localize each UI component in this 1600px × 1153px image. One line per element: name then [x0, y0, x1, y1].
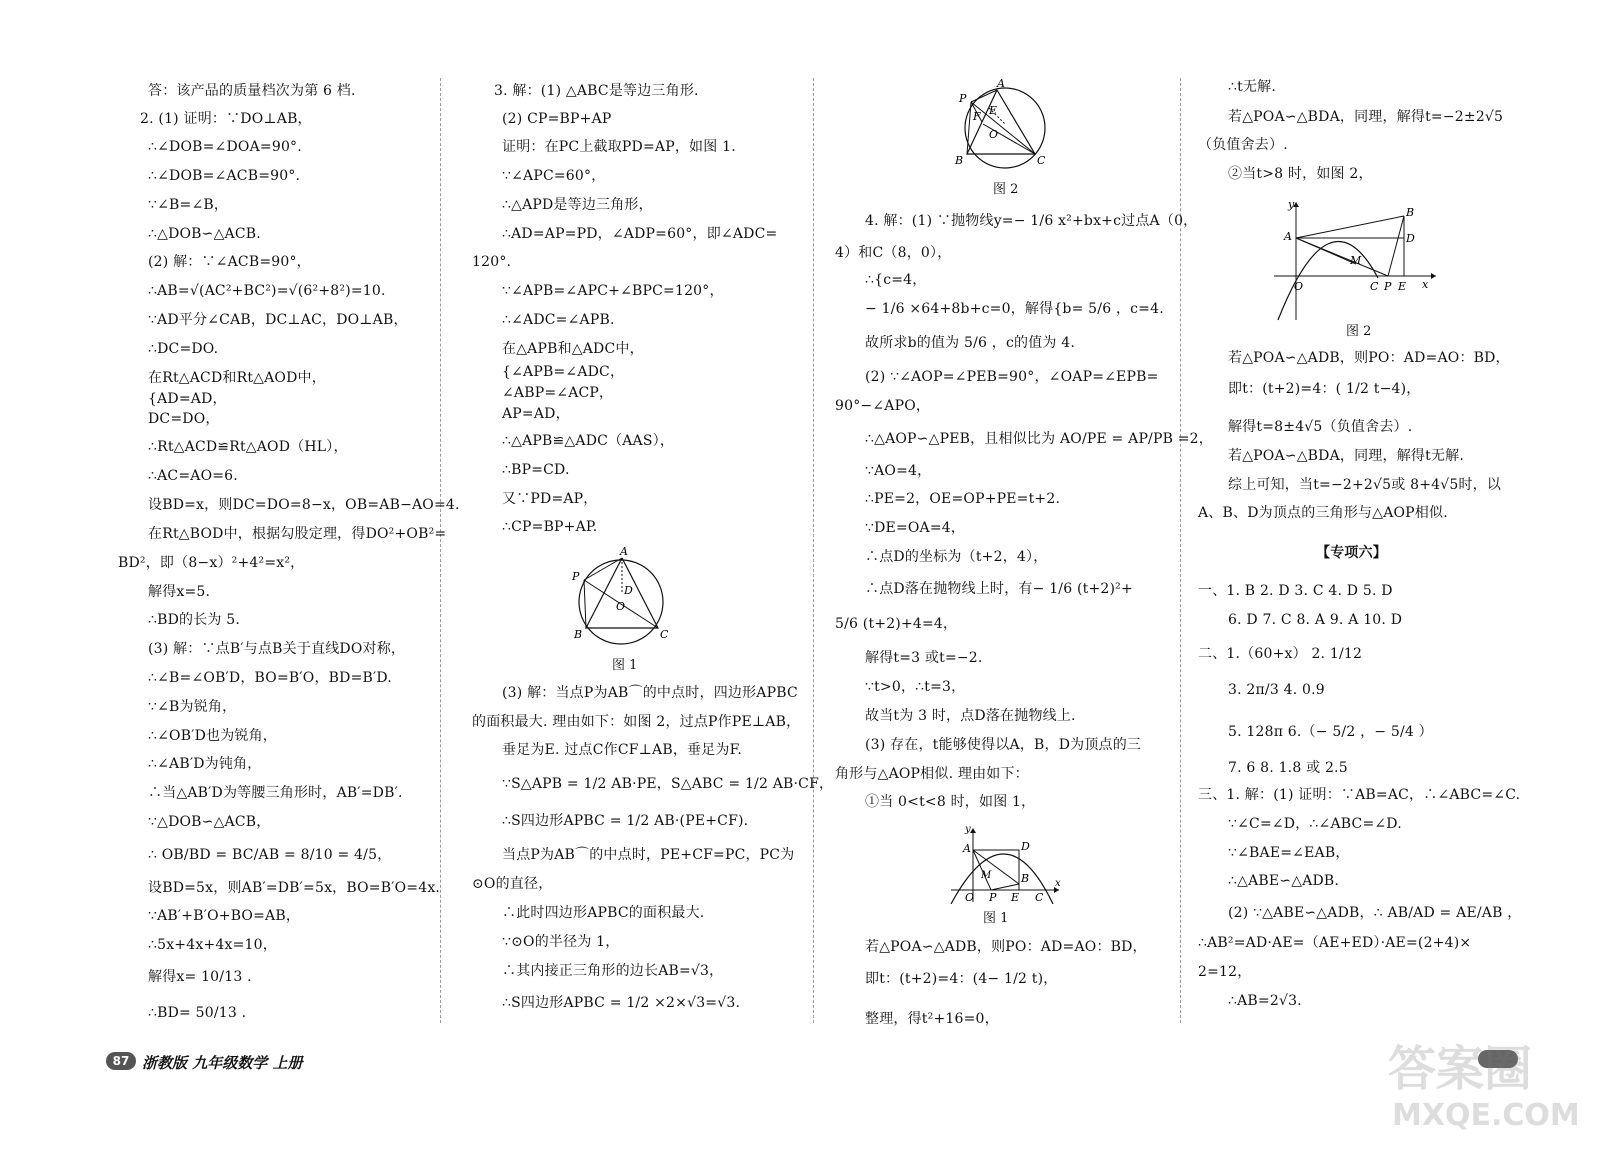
text-line: {∠APB=∠ADC， [502, 364, 625, 380]
text-line: 整理，得t²+16=0， [865, 1011, 999, 1027]
figure-parabola-2 [1270, 198, 1440, 324]
label-d: D [624, 584, 633, 597]
text-line: ∴当△AB′D为等腰三角形时，AB′=DB′. [148, 785, 403, 801]
label-b: B [574, 628, 583, 641]
text-line: ∵∠B=∠B， [148, 197, 229, 213]
label-c: C [1037, 154, 1046, 167]
text-line: ∵∠C=∠D，∴∠ABC=∠D. [1228, 816, 1402, 832]
text-line: ∵AD平分∠CAB，DC⊥AC，DO⊥AB， [148, 312, 408, 328]
text-line: (3) 解：∵点B′与点B关于直线DO对称， [148, 641, 406, 657]
label-c: C [660, 628, 669, 641]
text-line: 4. 解：(1) ∵抛物线y=− 1/6 x²+bx+c过点A（0， [865, 213, 1198, 229]
text-line: ∴{c=4， [865, 272, 927, 288]
text-line: 5. 128π 6.（− 5/2 ，− 5/4 ） [1228, 724, 1433, 740]
label-c: C [1370, 280, 1379, 293]
label-p: P [959, 92, 967, 105]
text-line: 在Rt△BOD中，根据勾股定理，得DO²+OB²= [148, 526, 447, 542]
watermark-url: MXQE.COM [1392, 1098, 1580, 1133]
text-line: 若△POA∽△ADB，则PO：AD=AO：BD， [1228, 350, 1510, 366]
text-line: AP=AD， [502, 406, 570, 422]
text-line: ∴∠OB′D也为锐角， [148, 728, 278, 744]
text-line: 若△POA∽△ADB，则PO：AD=AO：BD， [865, 939, 1147, 955]
label-d: D [1406, 232, 1415, 245]
text-line: ⊙O的直径， [472, 876, 553, 892]
figure-caption: 图 1 [983, 911, 1009, 926]
book-title: 浙教版 九年级数学 上册 [142, 1054, 303, 1072]
text-line: 综上可知，当t=−2+2√5或 8+4√5时，以 [1228, 477, 1502, 493]
text-line: ∴∠DOB=∠DOA=90°. [148, 139, 302, 155]
text-line: 90°−∠APO， [835, 398, 931, 414]
label-e: E [1011, 891, 1020, 904]
text-line: 2. (1) 证明：∵DO⊥AB， [140, 111, 312, 127]
text-line: ∴点D落在抛物线上时，有− 1/6 (t+2)²+ [865, 581, 1133, 597]
label-p: P [1384, 280, 1392, 293]
text-line: 三、1. 解：(1) 证明：∵AB=AC，∴∠ABC=∠C. [1198, 787, 1521, 803]
label-a: A [620, 545, 628, 558]
text-line: 又∵PD=AP， [502, 491, 598, 507]
text-line: ∴Rt△ACD≌Rt△AOD（HL）， [148, 439, 348, 455]
text-line: ∴∠DOB=∠ACB=90°. [148, 168, 301, 184]
text-line: ∴AD=AP=PD，∠ADP=60°，即∠ADC= [502, 226, 778, 242]
text-line: 故当t为 3 时，点D落在抛物线上. [865, 708, 1076, 724]
text-line: ∵S△APB = 1/2 AB·PE，S△ABC = 1/2 AB·CF， [502, 776, 834, 792]
label-a: A [963, 842, 971, 855]
label-o: O [965, 891, 975, 904]
label-c: C [1035, 891, 1044, 904]
text-line: 4）和C（8，0）， [835, 245, 952, 261]
text-line: 120°. [472, 254, 512, 270]
label-p: P [572, 570, 580, 583]
text-line: 即t：(t+2)=4：(4− 1/2 t)， [865, 971, 1058, 987]
text-line: 7. 6 8. 1.8 或 2.5 [1228, 760, 1348, 776]
text-line: 解得x=5. [148, 584, 211, 600]
text-line: 解得x= 10/13 . [148, 969, 252, 985]
text-line: ∵DE=OA=4， [865, 520, 966, 536]
text-line: 在△APB和△ADC中， [502, 341, 644, 357]
text-line: ∴BD的长为 5. [148, 612, 241, 628]
text-line: ∴CP=BP+AP. [502, 519, 598, 535]
text-line: ∵∠APB=∠APC+∠BPC=120°， [502, 283, 724, 299]
text-line: ∴BP=CD. [502, 462, 570, 478]
figure-caption: 图 1 [612, 658, 638, 673]
text-line: 的面积最大. 理由如下：如图 2，过点P作PE⊥AB， [472, 714, 801, 730]
text-line: ∴S四边形APBC = 1/2 ×2×√3=√3. [502, 995, 741, 1011]
figure-circle-pd [566, 544, 676, 654]
text-line: （负值舍去）. [1198, 137, 1288, 153]
text-line: ∴BD= 50/13 . [148, 1005, 247, 1021]
label-x: x [1422, 278, 1429, 291]
text-line: ∴t无解. [1228, 79, 1276, 95]
text-line: 证明：在PC上截取PD=AP，如图 1. [502, 139, 736, 155]
text-line: {AD=AD， [148, 391, 227, 407]
figure-parabola-1 [943, 824, 1063, 904]
text-line: ∴△APB≌△ADC（AAS）， [502, 433, 675, 449]
text-line: (3) 解：当点P为AB⌒的中点时，四边形APBC [502, 685, 798, 701]
text-line: ∴AB²=AD·AE=（AE+ED）·AE=(2+4)× [1198, 935, 1472, 951]
text-line: ∴点D的坐标为（t+2，4）， [865, 549, 1048, 565]
text-line: ∠ABP=∠ACP， [502, 385, 614, 401]
text-line: ∴∠ADC=∠APB. [502, 312, 615, 328]
text-line: 6. D 7. C 8. A 9. A 10. D [1228, 612, 1403, 628]
text-line: ∵∠BAE=∠EAB， [1228, 845, 1350, 861]
text-line: DC=DO， [148, 411, 220, 427]
figure-circle-pfe [953, 78, 1059, 174]
text-line: 答：该产品的质量档次为第 6 档. [148, 83, 356, 99]
text-line: 二、1.（60+x） 2. 1/12 [1198, 646, 1363, 662]
label-b: B [955, 154, 964, 167]
text-line: 解得t=3 或t=−2. [865, 650, 983, 666]
text-line: ∴AB=2√3. [1228, 993, 1302, 1009]
label-m: M [1350, 254, 1362, 267]
watermark-logo: 答案圈 [1388, 1041, 1533, 1097]
text-line: ∴PE=2，OE=OP+PE=t+2. [865, 491, 1061, 507]
text-line: (2) ∵∠AOP=∠PEB=90°，∠OAP=∠EPB= [865, 369, 1159, 385]
label-b: B [1406, 206, 1415, 219]
figure-caption: 图 2 [993, 182, 1019, 197]
text-line: ②当t>8 时，如图 2， [1228, 166, 1373, 182]
text-line: ∵⊙O的半径为 1， [502, 934, 620, 950]
text-line: ∴S四边形APBC = 1/2 AB·(PE+CF). [502, 813, 749, 829]
text-line: 解得t=8±4√5（负值舍去）. [1228, 419, 1413, 435]
text-line: ∵AB′+B′O+BO=AB， [148, 908, 301, 924]
text-line: 当点P为AB⌒的中点时，PE+CF=PC，PC为 [502, 847, 795, 863]
text-line: ∵∠APC=60°， [502, 168, 606, 184]
text-line: 若△POA∽△BDA，同理，解得t无解. [1228, 448, 1464, 464]
text-line: A、B、D为顶点的三角形与△AOP相似. [1198, 505, 1448, 521]
text-line: ∴5x+4x+4x=10， [148, 937, 277, 953]
text-line: ∴∠AB′D为钝角， [148, 756, 262, 772]
label-f: F [973, 110, 981, 123]
label-x: x [1055, 878, 1061, 889]
text-line: ∴此时四边形APBC的面积最大. [502, 905, 705, 921]
page-number: 87 [106, 1052, 136, 1070]
section-heading: 【专项六】 [1316, 545, 1387, 561]
text-line: ∵∠B为锐角， [148, 699, 237, 715]
text-line: ∴△ABE∽△ADB. [1228, 873, 1340, 889]
text-line: ∵AO=4， [865, 463, 932, 479]
text-line: BD²，即（8−x）²+4²=x²， [118, 555, 305, 571]
text-line: (2) ∵△ABE∽△ADB，∴ AB/AD = AE/AB ， [1228, 905, 1522, 921]
text-line: ∴DC=DO. [148, 341, 219, 357]
text-line: ∵t>0，∴t=3， [865, 679, 966, 695]
text-line: ∴△DOB∽△ACB. [148, 226, 261, 242]
text-line: (2) CP=BP+AP [502, 111, 612, 127]
text-line: 3. 2π/3 4. 0.9 [1228, 682, 1325, 698]
text-line: 角形与△AOP相似. 理由如下： [835, 766, 1029, 782]
text-line: 5/6 (t+2)+4=4， [835, 616, 958, 632]
text-line: ∴△AOP∽△PEB，且相似比为 AO/PE = AP/PB =2， [865, 431, 1213, 447]
text-line: ∵△DOB∽△ACB， [148, 814, 271, 830]
label-b: B [1021, 872, 1030, 885]
label-o: O [1294, 280, 1304, 293]
label-m: M [981, 870, 992, 881]
text-line: 在Rt△ACD和Rt△AOD中， [148, 370, 326, 386]
text-line: − 1/6 ×64+8b+c=0，解得{b= 5/6 ，c=4. [865, 301, 1164, 317]
label-o: O [616, 600, 626, 613]
column-divider-1 [440, 78, 441, 1023]
label-d: D [1021, 840, 1030, 853]
text-line: (2) 解：∵∠ACB=90°， [148, 254, 311, 270]
text-line: 2=12， [1198, 964, 1252, 980]
text-line: ∴AC=AO=6. [148, 468, 238, 484]
text-line: ∴其内接正三角形的边长AB=√3， [502, 963, 724, 979]
text-line: 一、1. B 2. D 3. C 4. D 5. D [1198, 583, 1393, 599]
text-line: (3) 存在，t能够使得以A，B，D为顶点的三 [865, 737, 1142, 753]
label-a: A [997, 78, 1005, 90]
label-e: E [989, 104, 998, 117]
text-line: 设BD=x，则DC=DO=8−x，OB=AB−AO=4. [148, 497, 460, 513]
label-p: P [989, 891, 997, 904]
text-line: 设BD=5x，则AB′=DB′=5x，BO=B′O=4x. [148, 880, 441, 896]
text-line: ①当 0<t<8 时，如图 1， [865, 794, 1036, 810]
text-line: 故所求b的值为 5/6 ，c的值为 4. [865, 335, 1076, 351]
text-line: 若△POA∽△BDA，同理，解得t=−2±2√5 [1228, 109, 1504, 125]
column-divider-2 [813, 78, 814, 1023]
text-line: ∴∠B=∠OB′D，BO=B′O，BD=B′D. [148, 670, 392, 686]
text-line: 即t：(t+2)=4：( 1/2 t−4)， [1228, 381, 1421, 397]
label-y: y [965, 824, 971, 835]
text-line: 垂足为E. 过点C作CF⊥AB，垂足为F. [502, 742, 743, 758]
text-line: ∴△APD是等边三角形， [502, 197, 653, 213]
label-a: A [1284, 230, 1292, 243]
label-e: E [1398, 280, 1407, 293]
text-line: 3. 解：(1) △ABC是等边三角形. [494, 83, 699, 99]
label-y: y [1288, 198, 1295, 211]
label-o: O [989, 128, 999, 141]
figure-caption: 图 2 [1346, 324, 1372, 339]
text-line: ∴AB=√(AC²+BC²)=√(6²+8²)=10. [148, 283, 386, 299]
text-line: ∴ OB/BD = BC/AB = 8/10 = 4/5， [148, 847, 392, 863]
